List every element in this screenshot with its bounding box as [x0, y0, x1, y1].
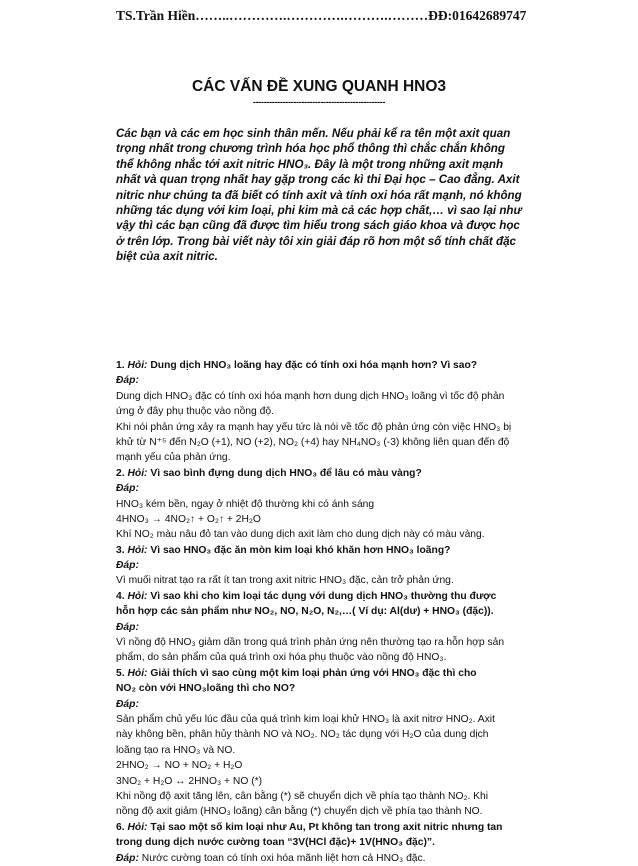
answer-label: Đáp:: [116, 698, 139, 710]
answer-line: này không bền, phân hủy thành NO và NO₂. NO₂ tác dụng với H₂O của dung dịch: [116, 729, 489, 741]
intro-line: vậy thì các bạn cũng đã được tìm hiểu trong sách giáo khoa và được học: [116, 219, 520, 233]
question-6: [116, 820, 536, 835]
intro-line: nitric như chúng ta đã biết có tính axit và tính oxi hóa rất mạnh, nó không: [116, 188, 522, 202]
question-4: [116, 589, 536, 604]
question-label: Hỏi:: [127, 590, 148, 602]
question-text: Vì sao HNO₃ đặc ăn mòn kim loại khó khăn hơn HNO₃ loãng?: [150, 544, 451, 556]
answer-line: Vì nồng độ HNO₃ giảm dần trong quá trình phản ứng nên thường tạo ra hỗn hợp sản: [116, 637, 505, 649]
question-text: Dung dịch HNO₃ loãng hay đặc có tính oxi hóa mạnh hơn? Vì sao?: [150, 360, 478, 371]
question-label: Hỏi:: [127, 821, 148, 833]
question-label: Hỏi:: [127, 360, 148, 371]
question-number: 4.: [116, 590, 125, 602]
question-number: 2.: [116, 467, 125, 479]
question-number: 1.: [116, 360, 125, 371]
answer-label: Đáp:: [116, 852, 139, 864]
answer-line: [116, 851, 536, 866]
answer-line: HNO₃ kém bền, ngay ở nhiệt độ thường khi có ánh sáng: [116, 498, 375, 510]
question-label: Hỏi:: [127, 667, 148, 679]
intro-line: những tác dụng với kim loại, phi kim mà cả các hợp chất,… vì sao lại như: [116, 203, 522, 217]
answer-line: phẩm, do sản phẩm của quá trình oxi hóa phụ thuộc vào nồng độ HNO₃.: [116, 652, 447, 664]
question-text-cont: trong dung dịch nước cường toan “3V(HCl đặc)+ 1V(HNO₃ đặc)”.: [116, 837, 435, 849]
question-text-cont: NO₂ còn với HNO₃loãng thì cho NO?: [116, 683, 296, 695]
question-text: Giải thích vì sao cùng một kim loại phản ứng với HNO₃ đặc thì cho: [150, 667, 477, 679]
question-5: [116, 666, 536, 681]
intro-line: biệt của axit nitric.: [116, 250, 218, 264]
reaction-equation: 4HNO₃ → 4NO₂↑ + O₂↑ + 2H₂O: [116, 513, 261, 525]
question-label: Hỏi:: [127, 467, 148, 479]
answer-line: Khi nói phản ứng xảy ra mạnh hay yếu tức là nói về tốc độ phản ứng còn việc HNO₃ bị: [116, 421, 512, 433]
intro-line: Các bạn và các em học sinh thân mến. Nếu phải kể ra tên một axit quan: [116, 127, 511, 140]
answer-line: Sản phẩm chủ yếu lúc đầu của quá trình kim loại khử HNO₃ là axit nitrơ HNO₂. Axit: [116, 713, 495, 725]
qa-section: [116, 358, 536, 866]
answer-line: Khi nồng độ axit tăng lên, cân bằng (*) sẽ chuyển dịch về phía tạo thành NO₂. Khi: [116, 790, 489, 802]
title-divider: -------------------------------------------------: [252, 97, 386, 107]
question-number: 3.: [116, 544, 125, 556]
intro-line: nhất và quan trọng nhất hay gặp trong các kì thi Đại học – Cao đẳng. Axit: [116, 173, 520, 187]
intro-paragraph: [116, 126, 526, 265]
answer-label: Đáp:: [116, 560, 139, 572]
answer-line: nồng độ axit giảm (HNO₃ loãng) cân bằng (*) chuyển dịch về phía tạo thành NO.: [116, 806, 483, 818]
answer-line: ứng ở đây phụ thuộc vào nồng độ.: [116, 406, 274, 418]
question-number: 6.: [116, 821, 125, 833]
answer-line: Khí NO₂ màu nâu đỏ tan vào dung dịch axit làm cho dung dịch này có màu vàng.: [116, 529, 485, 541]
intro-line: trọng nhất trong chương trình hóa học phổ thông thì chắc chắn không: [116, 142, 505, 156]
intro-line: ở trên lớp. Trong bài viết này tôi xin giải đáp rõ hơn một số tính chất đặc: [116, 234, 516, 248]
answer-label: Đáp:: [116, 621, 139, 633]
answer-line: Vì muối nitrat tạo ra rất ít tan trong axit nitric HNO₃ đặc, cản trở phản ứng.: [116, 575, 454, 587]
answer-line: Dung dịch HNO₃ đặc có tính oxi hóa mạnh hơn dung dịch HNO₃ loãng vì tốc độ phản: [116, 390, 505, 402]
answer-label: Đáp:: [116, 375, 139, 387]
question-text: Vì sao khi cho kim loại tác dụng với dung dịch HNO₃ thường thu được: [150, 590, 497, 602]
question-text-cont: hỗn hợp các sản phẩm như NO₂, NO, N₂O, N₂,…( Ví dụ: Al(dư) + HNO₃ (đặc)).: [116, 606, 494, 618]
answer-line: khử từ N⁺⁵ đến N₂O (+1), NO (+2), NO₂ (+4) hay NH₄NO₃ (-3) không liên quan đến độ: [116, 436, 510, 448]
answer-text: Nước cường toan có tính oxi hóa mãnh liệt hơn cả HNO₃ đặc.: [141, 852, 426, 864]
answer-line: loãng tạo ra HNO₃ và NO.: [116, 744, 236, 756]
document-title: CÁC VẤN ĐỀ XUNG QUANH HNO3: [191, 78, 447, 95]
answer-label: Đáp:: [116, 483, 139, 495]
question-text: Vì sao bình đựng dung dịch HNO₃ để lâu có màu vàng?: [150, 467, 422, 479]
reaction-equation: 3NO₂ + H₂O ↔ 2HNO₃ + NO (*): [116, 775, 263, 787]
intro-line: thể không nhắc tới axit nitric HNO₃. Đây là một trong những axit mạnh: [116, 157, 504, 171]
question-2: [116, 466, 536, 481]
answer-line: mạnh yếu của phản ứng.: [116, 452, 231, 464]
page-header: TS.Trần Hiền……..………….………….……….………ĐĐ:01642689747: [116, 8, 527, 23]
question-1: [116, 358, 536, 373]
reaction-equation: 2HNO₂ → NO + NO₂ + H₂O: [116, 760, 243, 772]
question-text: Tại sao một số kim loại như Au, Pt không tan trong axit nitric nhưng tan: [150, 821, 503, 833]
question-3: [116, 543, 536, 558]
question-label: Hỏi:: [127, 544, 148, 556]
question-number: 5.: [116, 667, 125, 679]
